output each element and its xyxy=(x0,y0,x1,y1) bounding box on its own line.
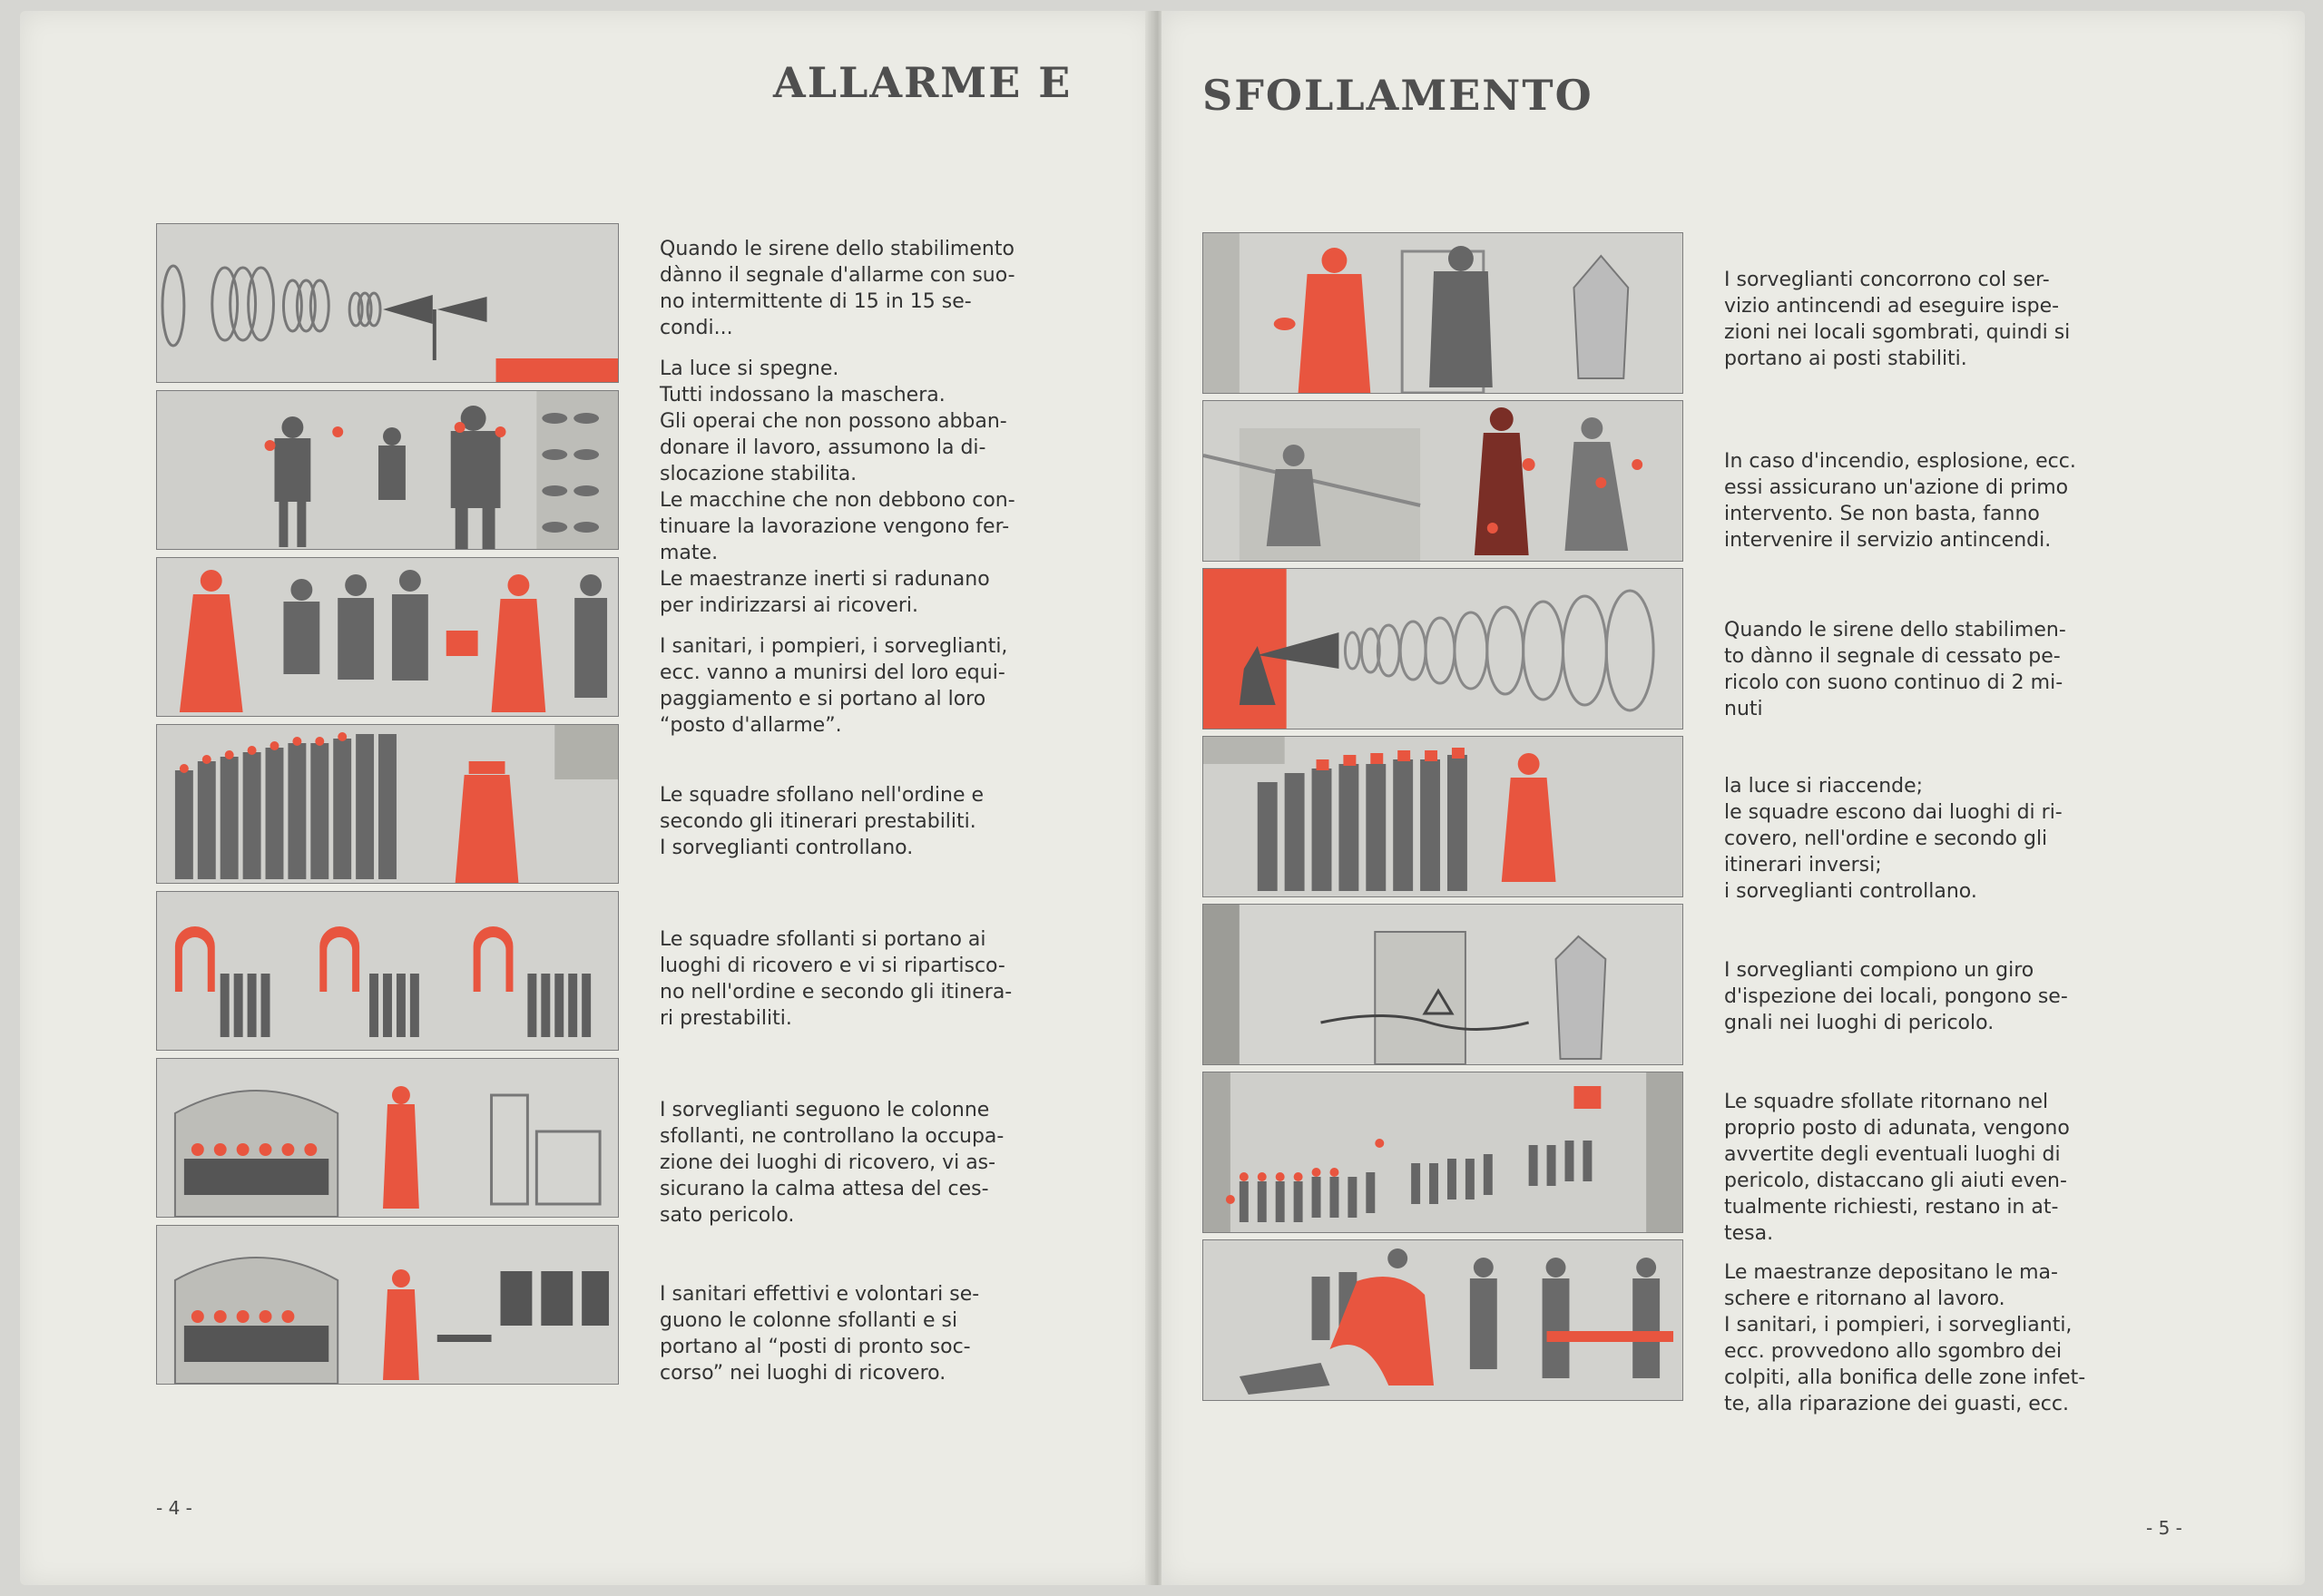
panel-squad xyxy=(156,724,619,884)
panel-squad-return xyxy=(1202,736,1683,897)
squad-icon xyxy=(157,725,618,883)
panel-danger-sign xyxy=(1202,904,1683,1065)
text-column-left xyxy=(660,236,1106,1386)
paragraph-shelters: Le squadre sfollanti si portano ai luoghi di ricovero e vi si ripartisco- no nell'ordine e secondo gli itinera- ri prestabiliti. xyxy=(660,928,1013,1030)
illustration-strip-right xyxy=(1202,232,1683,1407)
first-aid-icon xyxy=(157,1226,618,1384)
stretcher-icon xyxy=(1203,1240,1682,1400)
panel-workers xyxy=(156,557,619,717)
panel-all-clear xyxy=(1202,568,1683,729)
shelter-interior-icon xyxy=(157,1059,618,1217)
shelter-entrance-icon xyxy=(157,892,618,1050)
paragraph-evacuation: Le squadre sfollano nell'ordine e secondo gli itinerari prestabiliti. I sorveglianti controllano. xyxy=(660,784,985,859)
illustration-strip-left xyxy=(156,223,619,1392)
paragraph-inspection-round: I sorveglianti compiono un giro d'ispezione dei locali, pongono se- gnali nei luoghi di pericolo. xyxy=(1724,959,2068,1034)
paragraph-all-clear-siren: Quando le sirene dello stabilimen- to dànno il segnale di cessato pe- ricolo con suono continuo di 2 mi- nuti xyxy=(1724,619,2066,720)
right-page xyxy=(1162,11,2305,1585)
paragraph-lights-off: La luce si spegne. Tutti indossano la maschera. Gli operai che non possono abban- donare il lavoro, assumono la di- slocazione stabilita. Le macchine che non debbono con- tinuare la lavorazione vengono fer- mate. Le maestranze inerti si radunano per indirizzarsi ai ricoveri. xyxy=(660,357,1015,617)
squad-return-icon xyxy=(1203,737,1682,896)
page-number-right: - 5 - xyxy=(2146,1517,2182,1539)
extinguisher-icon xyxy=(1203,233,1682,393)
siren-icon xyxy=(1203,569,1682,729)
danger-sign-icon xyxy=(1203,905,1682,1064)
panel-marching xyxy=(1202,1072,1683,1233)
paragraph-first-aid: I sanitari effettivi e volontari se- guono le colonne sfollanti e si portano al “posti di pronto soc- corso” nei luoghi di ricovero. xyxy=(660,1283,980,1385)
marching-column-icon xyxy=(1203,1072,1682,1232)
paragraph-equipment: I sanitari, i pompieri, i sorveglianti, ecc. vanno a munirsi del loro equi- paggiamento e si portano al loro “posto d'allarme”. xyxy=(660,635,1008,737)
paragraph-fire-intervention: In caso d'incendio, esplosione, ecc. essi assicurano un'azione di primo intervento. Se non basta, fanno intervenire il servizio antincendi. xyxy=(1724,450,2076,552)
siren-icon xyxy=(157,224,618,382)
panel-shelter-entrance xyxy=(156,891,619,1051)
left-page xyxy=(20,11,1154,1585)
workers-icon xyxy=(157,558,618,716)
explosion-icon xyxy=(1203,401,1682,561)
paragraph-squads-return: Le squadre sfollate ritornano nel proprio posto di adunata, vengono avvertite degli eventuali luoghi di pericolo, distaccano gli aiuti even- tualmente richiesti, restano in at- tesa. xyxy=(1724,1091,2070,1245)
panel-extinguisher xyxy=(1202,232,1683,394)
title-right-part: SFOLLAMENTO xyxy=(1202,71,1593,120)
title-left-part: ALLARME E xyxy=(773,58,1073,107)
panel-explosion xyxy=(1202,400,1683,562)
paragraph-supervisors: I sorveglianti seguono le colonne sfollanti, ne controllano la occupa- zione dei luoghi di ricovero, vi as- sicurano la calma attesa del ces- sato pericolo. xyxy=(660,1099,1005,1227)
paragraph-back-to-work: Le maestranze depositano le ma- schere e ritornano al lavoro. I sanitari, i pompieri, i sorveglianti, ecc. provvedono allo sgombro dei colpiti, alla bonifica delle zone infet- te, alla riparazione dei guasti, ecc. xyxy=(1724,1261,2086,1415)
paragraph-inspections: I sorveglianti concorrono col ser- vizio antincendi ad eseguire ispe- zioni nei locali sgombrati, quindi si portano ai posti stabiliti. xyxy=(1724,269,2071,370)
panel-siren xyxy=(156,223,619,383)
paragraph-lights-on: la luce si riaccende; le squadre escono dai luoghi di ri- covero, nell'ordine e secondo gli itinerari inversi; i sorveglianti controllano. xyxy=(1724,775,2063,903)
gas-mask-icon xyxy=(157,391,618,549)
text-column-right xyxy=(1724,267,2160,1417)
panel-shelter-interior xyxy=(156,1058,619,1218)
panel-masks xyxy=(156,390,619,550)
page-number-left: - 4 - xyxy=(156,1497,192,1519)
paragraph-siren-alarm: Quando le sirene dello stabilimento dànno il segnale d'allarme con suo- no intermittente di 15 in 15 se- condi... xyxy=(660,238,1015,339)
panel-first-aid xyxy=(156,1225,619,1385)
panel-stretcher xyxy=(1202,1239,1683,1401)
